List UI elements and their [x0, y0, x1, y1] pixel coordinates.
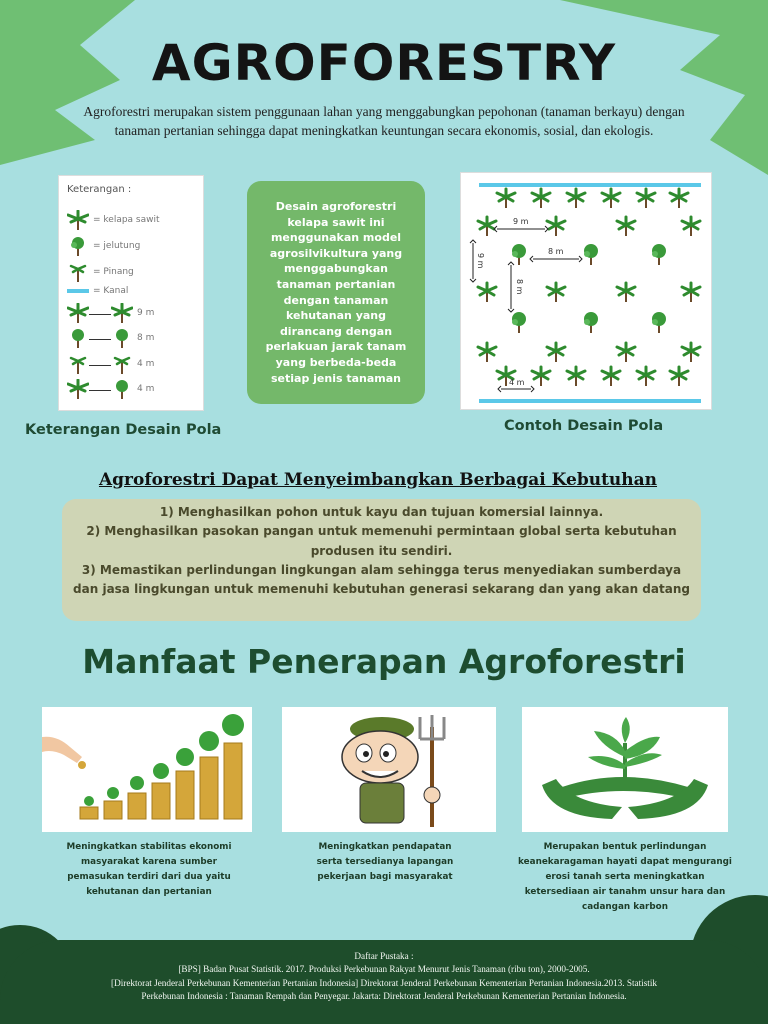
- list-item: 2) Menghasilkan pasokan pangan untuk memenuhi permintaan global serta kebutuhan produsen itu sendiri.: [86, 524, 677, 558]
- canal-icon: [67, 286, 89, 296]
- jelutung-tree-icon: [111, 379, 133, 399]
- dimension-label: 4 m: [509, 378, 525, 387]
- jelutung-row-2: [512, 312, 666, 333]
- spacing-label: 8 m: [137, 333, 155, 343]
- jelutung-tree-icon: [67, 328, 89, 348]
- benefit-text-economy: Meningkatkan stabilitas ekonomi masyarakat karena sumber pemasukan terdiri dari dua yaitu kehutanan dan pertanian: [66, 842, 232, 897]
- coin-growth-icon: [42, 707, 252, 832]
- needs-list: [62, 499, 701, 621]
- legend-item-label: = kelapa sawit: [93, 215, 160, 225]
- benefit-text-environment: Merupakan bentuk perlindungan keanekaragaman hayati dapat mengurangi erosi tanah serta meningkatkan ketersediaan air tanahm unsur hara dan cadangan karbon: [518, 842, 732, 912]
- legend-item-kelapa-sawit: [67, 210, 160, 230]
- page-title: AGROFORESTRY: [151, 34, 617, 92]
- palm-icon: [111, 303, 133, 323]
- benefit-image-farmer: [282, 707, 496, 832]
- spacing-label: 4 m: [137, 384, 155, 394]
- legend-item-kanal: [67, 286, 128, 296]
- palm-row-4: [478, 343, 700, 362]
- caption-design: Contoh Desain Pola: [504, 418, 664, 434]
- jelutung-row-1: [512, 244, 666, 265]
- palm-icon: [67, 303, 89, 323]
- spacing-row-mixed: [67, 379, 197, 401]
- palm-row-bottom: [497, 367, 688, 386]
- list-item: 1) Menghasilkan pohon untuk kayu dan tujuan komersial lainnya.: [159, 505, 604, 519]
- references: [110, 950, 658, 1003]
- list-item: 3) Memastikan perlindungan lingkungan alam sehingga terus menyediakan sumberdaya dan jasa lingkungan untuk memenuhi kebutuhan generasi sekarang dan yang akan datang: [73, 562, 690, 597]
- pinang-icon: [67, 262, 89, 282]
- spacing-label: 4 m: [137, 359, 155, 369]
- design-pattern-diagram: [461, 173, 711, 409]
- canal-top: [479, 183, 701, 187]
- legend-item-pinang: [67, 262, 134, 282]
- reference-item: [Direktorat Jenderal Perkebunan Kementerian Pertanian Indonesia] Direktorat Jenderal Perkebunan Kementerian Pertanian Indonesia.2013. Statistik Perkebunan Indonesia : Tanaman Rempah dan Penyegar. Jakarta: Direktorat Jenderal Perkebunan Kementerian Pertanian Indonesia.: [111, 977, 657, 1001]
- dimension-label: 9 m: [476, 253, 485, 269]
- legend-item-label: = Pinang: [93, 267, 134, 277]
- palm-icon: [67, 379, 89, 399]
- benefit-text-income: Meningkatkan pendapatan serta tersedianya lapangan pekerjaan bagi masyarakat: [316, 842, 454, 882]
- legend-item-jelutung: [67, 236, 140, 256]
- legend-item-label: = Kanal: [93, 286, 129, 296]
- dimension-label: 9 m: [513, 217, 529, 226]
- spacing-row-pinang: [67, 354, 197, 376]
- benefit-image-economy: [42, 707, 252, 832]
- design-pattern-panel: [460, 172, 712, 410]
- spacing-row-jelutung: [67, 328, 197, 350]
- palm-row-2: [478, 217, 700, 236]
- benefits-heading: Manfaat Penerapan Agroforestri: [82, 642, 686, 681]
- palm-row-top: [497, 189, 688, 208]
- legend-item-label: = jelutung: [93, 241, 141, 251]
- section-heading: Agroforestri Dapat Menyeimbangkan Berbagai Kebutuhan: [98, 470, 658, 490]
- dimension-arrows: [470, 226, 582, 392]
- legend-panel: [58, 175, 204, 411]
- intro-paragraph: Agroforestri merupakan sistem penggunaan lahan yang menggabungkan pepohonan (tanaman berkayu) dengan tanaman pertanian sehingga dapat meningkatkan keuntungan secara ekonomis, sosial, dan ekologis.: [83, 104, 685, 138]
- dimension-label: 8 m: [515, 279, 524, 295]
- benefit-image-environment: [522, 707, 728, 832]
- spacing-row-palm: [67, 303, 197, 325]
- pinang-icon: [111, 354, 133, 374]
- canal-bottom: [479, 399, 701, 403]
- palm-icon: [67, 210, 89, 230]
- jelutung-tree-icon: [111, 328, 133, 348]
- reference-item: [BPS] Badan Pusat Statistik. 2017. Produksi Perkebunan Rakyat Menurut Jenis Tanaman (ribu ton), 2000-2005.: [178, 964, 590, 975]
- dimension-label: 8 m: [548, 247, 564, 256]
- spacing-label: 9 m: [137, 308, 155, 318]
- pinang-icon: [67, 354, 89, 374]
- jelutung-tree-icon: [67, 236, 89, 256]
- legend-heading: Keterangan :: [67, 184, 132, 195]
- caption-legend: Keterangan Desain Pola: [25, 422, 222, 438]
- plant-hands-icon: [522, 707, 728, 832]
- design-description-note: Desain agroforestri kelapa sawit ini menggunakan model agrosilvikultura yang menggabungkan tanaman pertanian dengan tanaman kehutanan yang dirancang dengan perlakuan jarak tanam yang berbeda-beda setiap jenis tanaman: [247, 181, 425, 404]
- references-heading: Daftar Pustaka :: [354, 951, 414, 961]
- farmer-icon: [282, 707, 496, 832]
